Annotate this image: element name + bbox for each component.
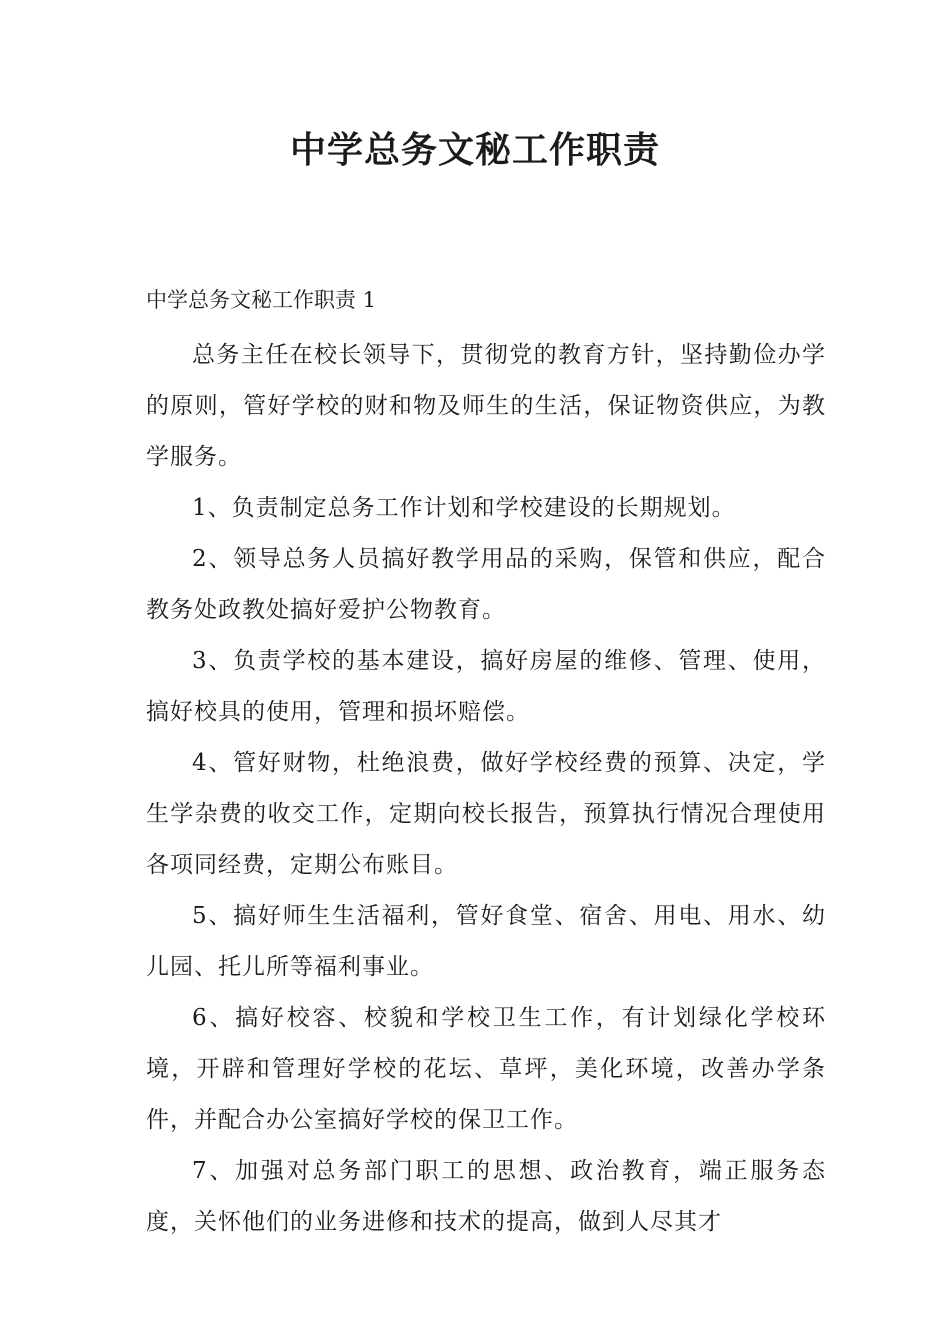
section-heading: 中学总务文秘工作职责 1 [146,288,377,312]
paragraph-item-2: 2、领导总务人员搞好教学用品的采购，保管和供应，配合教务处政教处搞好爱护公物教育。 [146,546,826,623]
document-title: 中学总务文秘工作职责 [289,129,660,171]
paragraph-item-6: 6、搞好校容、校貌和学校卫生工作，有计划绿化学校环境，开辟和管理好学校的花坛、草坪，美化环境，改善办学条件，并配合办公室搞好学校的保卫工作。 [146,1005,826,1133]
paragraph-intro: 总务主任在校长领导下，贯彻党的教育方针，坚持勤俭办学的原则，管好学校的财和物及师生的生活，保证物资供应，为教学服务。 [146,342,826,470]
paragraph-item-4: 4、管好财物，杜绝浪费，做好学校经费的预算、决定，学生学杂费的收交工作，定期向校长报告，预算执行情况合理使用各项同经费，定期公布账目。 [146,750,826,878]
document-body [146,330,826,1248]
paragraph-item-3: 3、负责学校的基本建设，搞好房屋的维修、管理、使用，搞好校具的使用，管理和损坏赔偿。 [146,648,826,725]
paragraph-item-7: 7、加强对总务部门职工的思想、政治教育，端正服务态度，关怀他们的业务进修和技术的提高，做到人尽其才 [146,1158,826,1235]
paragraph-item-1: 1、负责制定总务工作计划和学校建设的长期规划。 [192,495,736,521]
paragraph-item-5: 5、搞好师生生活福利，管好食堂、宿舍、用电、用水、幼儿园、托儿所等福利事业。 [146,903,826,980]
